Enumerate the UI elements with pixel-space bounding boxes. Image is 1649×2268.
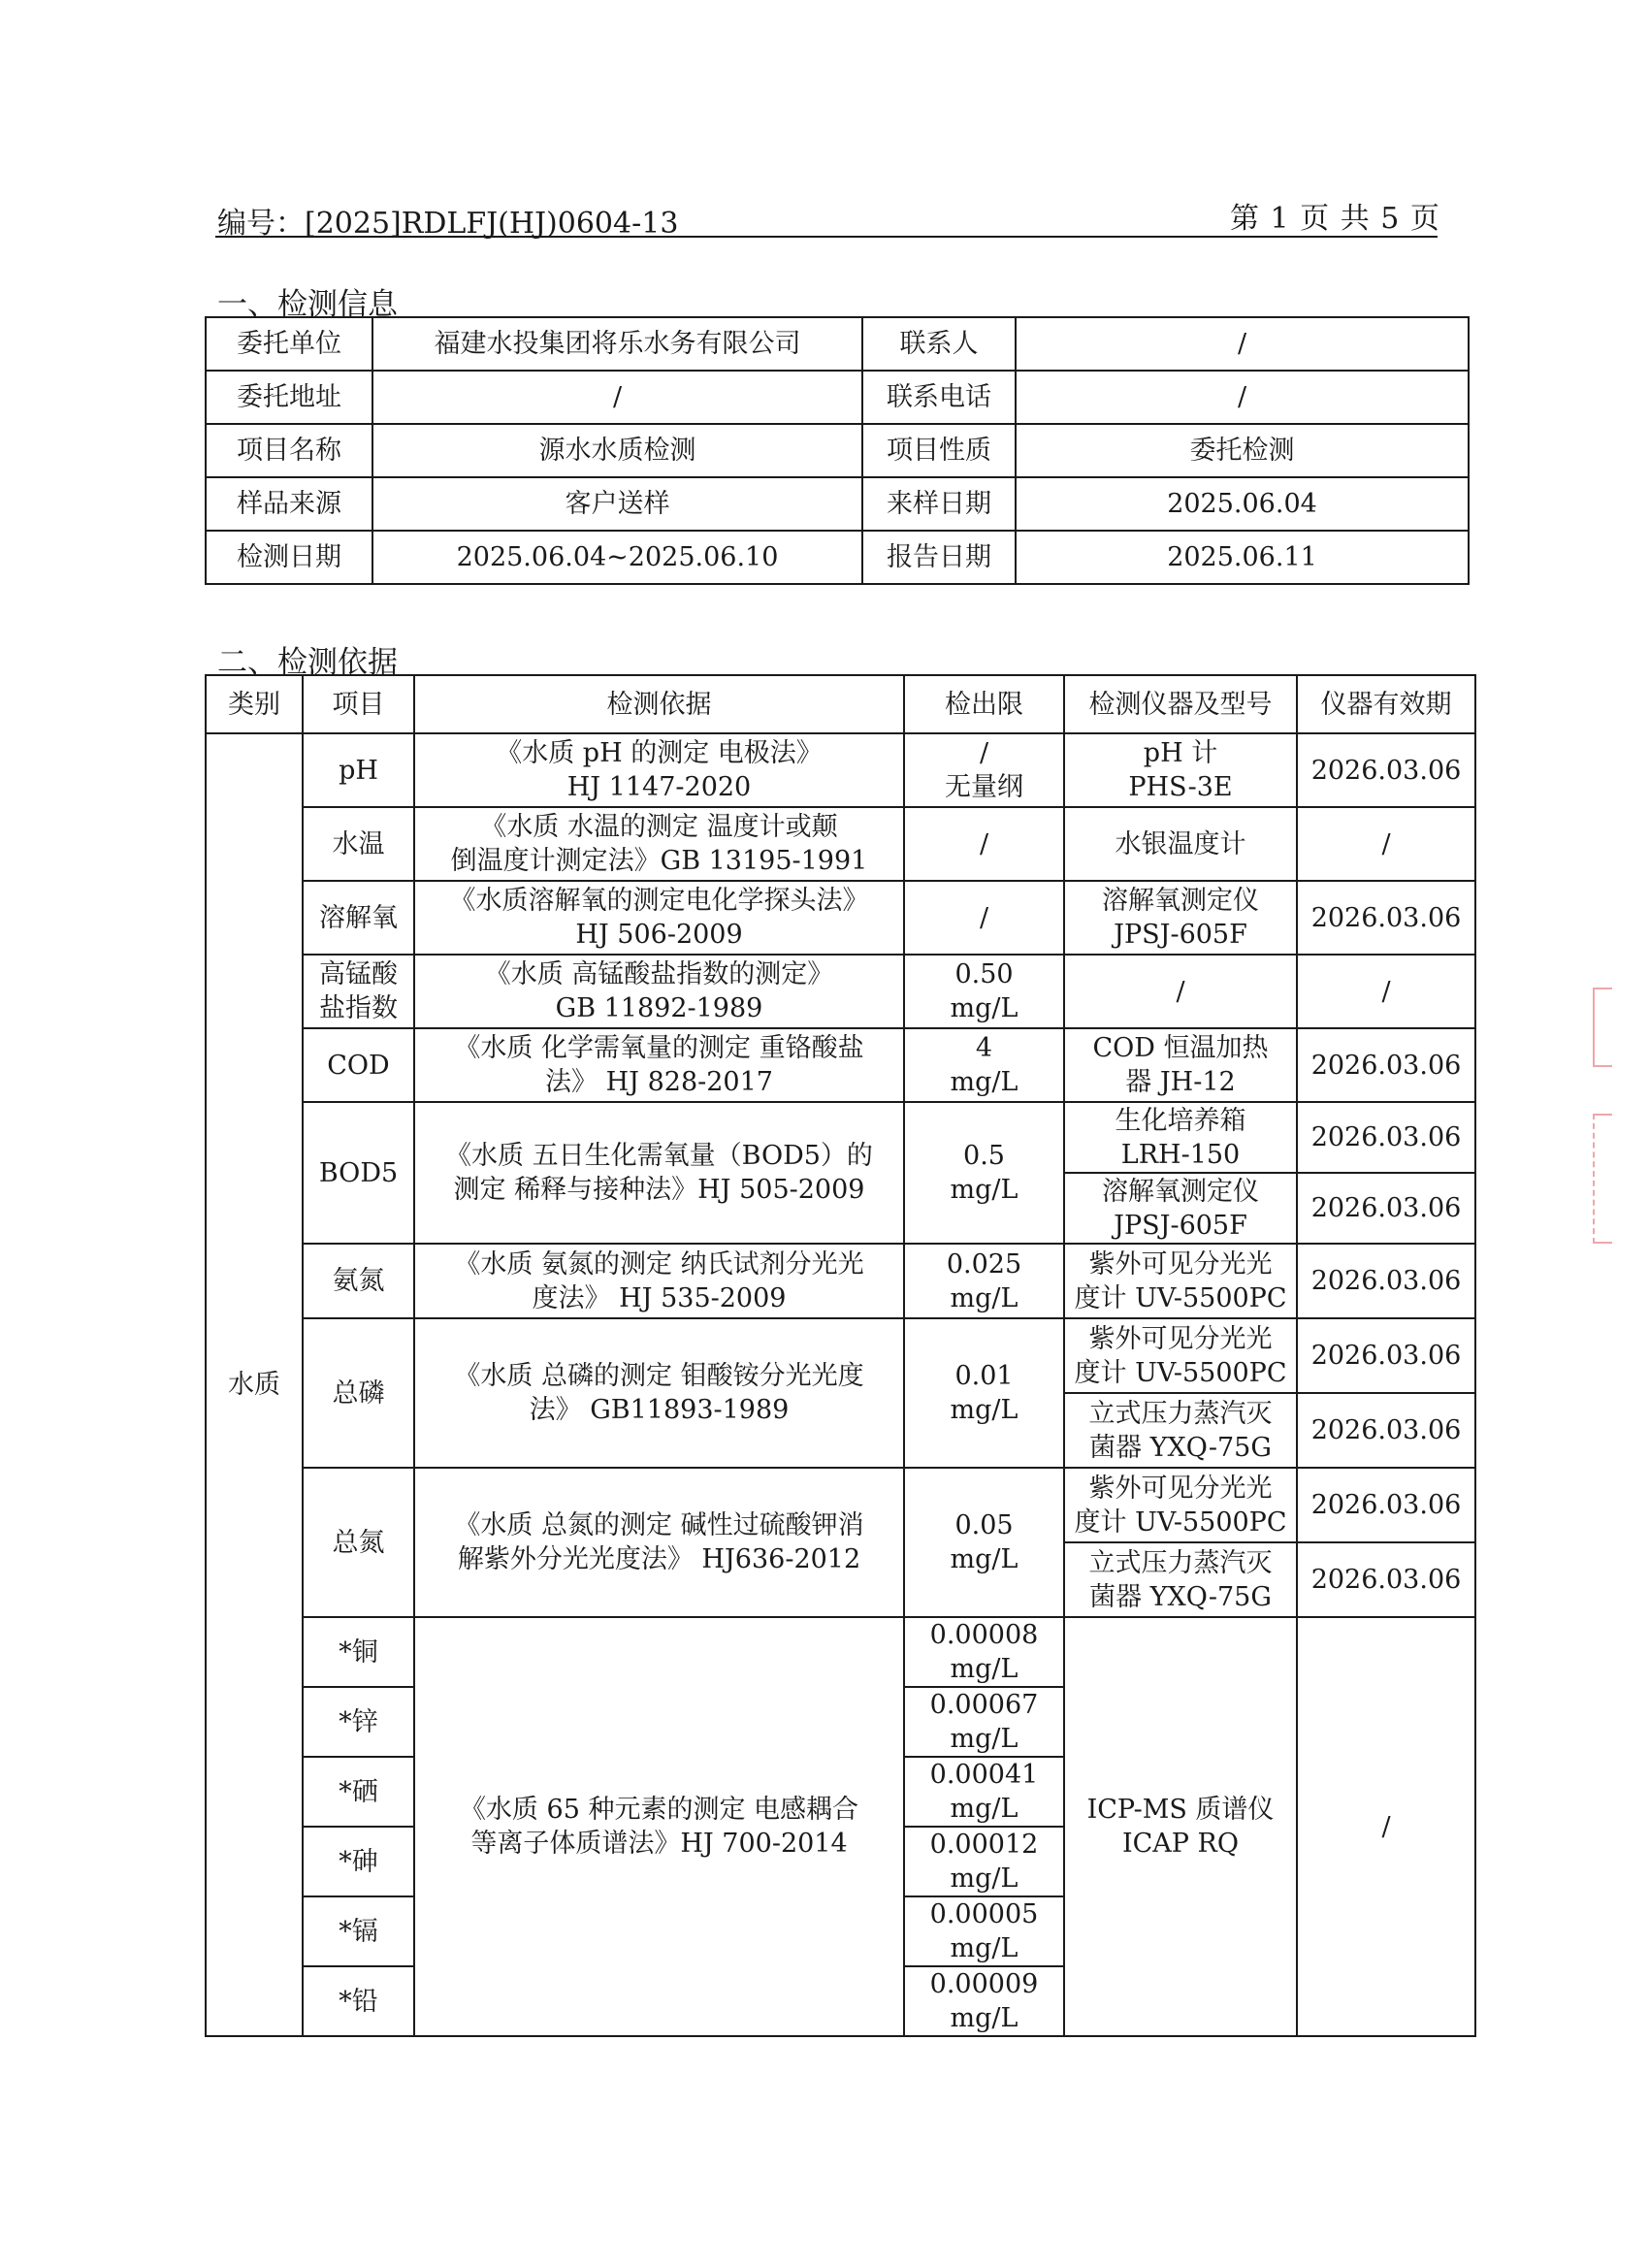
- instrument-cell: 生化培养箱 LRH-150: [1064, 1102, 1297, 1173]
- category-cell: 水质: [206, 733, 303, 2036]
- seal-fragment: [1593, 1114, 1612, 1244]
- basis-table: [205, 674, 1476, 2037]
- item-name: 溶解氧: [303, 881, 414, 955]
- table-row: [206, 477, 1469, 531]
- limit-cell: 0.025 mg/L: [904, 1244, 1064, 1318]
- item-name: *铜: [303, 1617, 414, 1687]
- validity-cell: 2026.03.06: [1297, 1028, 1475, 1102]
- basis-cell: 《水质 五日生化需氧量（BOD5）的 测定 稀释与接种法》HJ 505-2009: [414, 1102, 904, 1244]
- info-value: 委托检测: [1016, 424, 1469, 477]
- info-table: [205, 316, 1470, 585]
- info-value: 2025.06.11: [1016, 531, 1469, 584]
- section2-title: 二、检测依据: [217, 645, 398, 680]
- validity-cell: 2026.03.06: [1297, 1318, 1475, 1393]
- table-row: [206, 371, 1469, 424]
- info-value: /: [372, 371, 862, 424]
- instrument-cell: 水银温度计: [1064, 807, 1297, 881]
- basis-cell: 《水质 氨氮的测定 纳氏试剂分光光 度法》 HJ 535-2009: [414, 1244, 904, 1318]
- table-row: [206, 733, 1475, 807]
- info-value: 福建水投集团将乐水务有限公司: [372, 317, 862, 371]
- item-name: *硒: [303, 1757, 414, 1827]
- validity-cell: /: [1297, 807, 1475, 881]
- info-value: /: [1016, 371, 1469, 424]
- info-value: 2025.06.04: [1016, 477, 1469, 531]
- validity-cell: /: [1297, 1617, 1475, 2036]
- instrument-cell: 立式压力蒸汽灭 菌器 YXQ-75G: [1064, 1542, 1297, 1617]
- info-label: 报告日期: [862, 531, 1016, 584]
- table-row: [206, 1617, 1475, 1687]
- info-label: 检测日期: [206, 531, 372, 584]
- info-label: 委托单位: [206, 317, 372, 371]
- section1-title: 一、检测信息: [217, 287, 398, 322]
- header-rule: [215, 236, 1438, 238]
- table-row: [206, 1244, 1475, 1318]
- item-name: 高锰酸 盐指数: [303, 955, 414, 1028]
- limit-cell: 0.00012 mg/L: [904, 1827, 1064, 1896]
- item-name: *砷: [303, 1827, 414, 1896]
- item-name: 总磷: [303, 1318, 414, 1468]
- item-name: COD: [303, 1028, 414, 1102]
- header-cell: 检测仪器及型号: [1064, 675, 1297, 733]
- basis-cell: 《水质 高锰酸盐指数的测定》 GB 11892-1989: [414, 955, 904, 1028]
- seal-fragment: [1593, 988, 1612, 1067]
- validity-cell: 2026.03.06: [1297, 1102, 1475, 1173]
- info-label: 联系人: [862, 317, 1016, 371]
- instrument-cell: 立式压力蒸汽灭 菌器 YXQ-75G: [1064, 1393, 1297, 1468]
- info-value: 源水水质检测: [372, 424, 862, 477]
- info-value: 2025.06.04~2025.06.10: [372, 531, 862, 584]
- instrument-cell: 紫外可见分光光 度计 UV-5500PC: [1064, 1318, 1297, 1393]
- header-cell: 检测依据: [414, 675, 904, 733]
- limit-cell: 4 mg/L: [904, 1028, 1064, 1102]
- limit-cell: 0.00008 mg/L: [904, 1617, 1064, 1687]
- table-header-row: [206, 675, 1475, 733]
- basis-cell: 《水质 总磷的测定 钼酸铵分光光度 法》 GB11893-1989: [414, 1318, 904, 1468]
- instrument-cell: 紫外可见分光光 度计 UV-5500PC: [1064, 1468, 1297, 1542]
- item-name: BOD5: [303, 1102, 414, 1244]
- header-cell: 检出限: [904, 675, 1064, 733]
- validity-cell: 2026.03.06: [1297, 1393, 1475, 1468]
- info-label: 来样日期: [862, 477, 1016, 531]
- limit-cell: 0.5 mg/L: [904, 1102, 1064, 1244]
- table-row: [206, 317, 1469, 371]
- table-row: [206, 1468, 1475, 1542]
- instrument-cell: 紫外可见分光光 度计 UV-5500PC: [1064, 1244, 1297, 1318]
- table-row: [206, 881, 1475, 955]
- limit-cell: 0.00009 mg/L: [904, 1966, 1064, 2036]
- info-label: 委托地址: [206, 371, 372, 424]
- table-row: [206, 424, 1469, 477]
- instrument-cell: /: [1064, 955, 1297, 1028]
- validity-cell: 2026.03.06: [1297, 1244, 1475, 1318]
- instrument-cell: 溶解氧测定仪 JPSJ-605F: [1064, 1173, 1297, 1244]
- info-label: 联系电话: [862, 371, 1016, 424]
- info-label: 项目名称: [206, 424, 372, 477]
- limit-cell: 0.01 mg/L: [904, 1318, 1064, 1468]
- item-name: 氨氮: [303, 1244, 414, 1318]
- basis-cell: 《水质 化学需氧量的测定 重铬酸盐 法》 HJ 828-2017: [414, 1028, 904, 1102]
- instrument-cell: 溶解氧测定仪 JPSJ-605F: [1064, 881, 1297, 955]
- validity-cell: 2026.03.06: [1297, 1173, 1475, 1244]
- info-label: 项目性质: [862, 424, 1016, 477]
- instrument-cell: COD 恒温加热 器 JH-12: [1064, 1028, 1297, 1102]
- limit-cell: 0.00041 mg/L: [904, 1757, 1064, 1827]
- table-row: [206, 807, 1475, 881]
- header-cell: 仪器有效期: [1297, 675, 1475, 733]
- basis-cell: 《水质溶解氧的测定电化学探头法》 HJ 506-2009: [414, 881, 904, 955]
- item-name: 水温: [303, 807, 414, 881]
- limit-cell: 0.00005 mg/L: [904, 1896, 1064, 1966]
- limit-cell: /: [904, 807, 1064, 881]
- validity-cell: 2026.03.06: [1297, 733, 1475, 807]
- validity-cell: 2026.03.06: [1297, 1542, 1475, 1617]
- table-row: [206, 955, 1475, 1028]
- page-info: 第 1 页 共 5 页: [1230, 202, 1440, 236]
- table-row: [206, 1318, 1475, 1393]
- validity-cell: 2026.03.06: [1297, 881, 1475, 955]
- basis-cell: 《水质 水温的测定 温度计或颠 倒温度计测定法》GB 13195-1991: [414, 807, 904, 881]
- validity-cell: /: [1297, 955, 1475, 1028]
- table-row: [206, 1102, 1475, 1173]
- instrument-cell: ICP-MS 质谱仪 ICAP RQ: [1064, 1617, 1297, 2036]
- item-name: pH: [303, 733, 414, 807]
- basis-cell: 《水质 65 种元素的测定 电感耦合 等离子体质谱法》HJ 700-2014: [414, 1617, 904, 2036]
- item-name: *铅: [303, 1966, 414, 2036]
- info-value: /: [1016, 317, 1469, 371]
- basis-cell: 《水质 pH 的测定 电极法》 HJ 1147-2020: [414, 733, 904, 807]
- report-number: 编号：[2025]RDLFJ(HJ)0604-13: [217, 207, 679, 241]
- limit-cell: 0.00067 mg/L: [904, 1687, 1064, 1757]
- limit-cell: 0.50 mg/L: [904, 955, 1064, 1028]
- item-name: *镉: [303, 1896, 414, 1966]
- basis-cell: 《水质 总氮的测定 碱性过硫酸钾消 解紫外分光光度法》 HJ636-2012: [414, 1468, 904, 1617]
- table-row: [206, 1028, 1475, 1102]
- limit-cell: / 无量纲: [904, 733, 1064, 807]
- info-label: 样品来源: [206, 477, 372, 531]
- instrument-cell: pH 计 PHS-3E: [1064, 733, 1297, 807]
- item-name: *锌: [303, 1687, 414, 1757]
- validity-cell: 2026.03.06: [1297, 1468, 1475, 1542]
- header-cell: 项目: [303, 675, 414, 733]
- limit-cell: /: [904, 881, 1064, 955]
- item-name: 总氮: [303, 1468, 414, 1617]
- info-value: 客户送样: [372, 477, 862, 531]
- table-row: [206, 531, 1469, 584]
- limit-cell: 0.05 mg/L: [904, 1468, 1064, 1617]
- header-cell: 类别: [206, 675, 303, 733]
